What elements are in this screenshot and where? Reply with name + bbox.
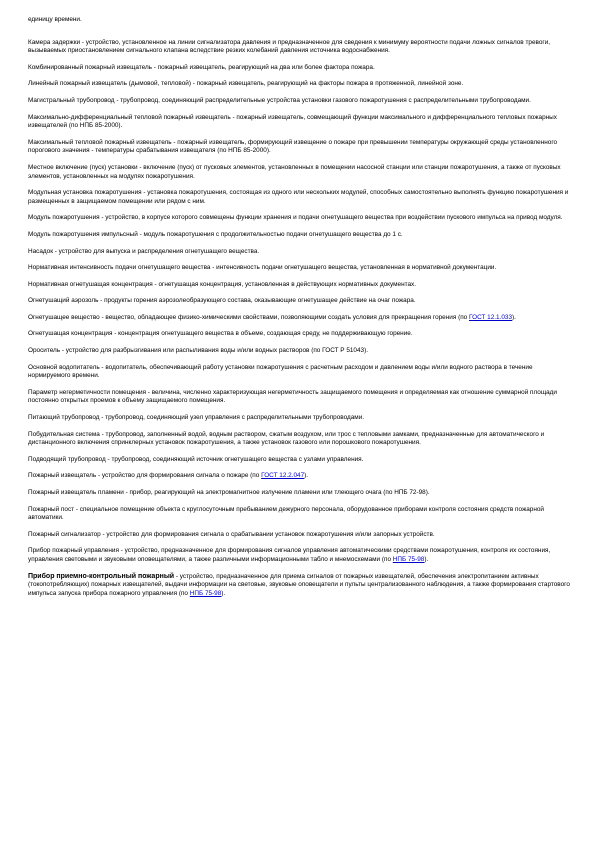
definition-paragraph [28,214,570,223]
definition-text: - интенсивность подачи огнетушащего вещества, установленная в нормативной документации. [210,264,497,272]
term-name: Подводящий трубопровод [28,455,106,463]
term-name: Пожарный извещатель [28,472,97,480]
definition-text-end: ). [221,589,226,597]
term-name: Огнетушащее вещество [28,313,100,321]
term-name: Нормативная огнетушащая концентрация [28,280,153,288]
definition-paragraph [28,114,570,131]
definition-text: - устройство для формирования сигнала о пожаре (по [96,472,262,480]
term-name: Модульная установка пожаротушения [28,189,142,197]
term-name: Основной водопитатель [28,363,100,371]
definition-text-end: ). [512,313,516,321]
term-name: Параметр негерметичности помещения [28,388,147,396]
definition-text: - включение (пуск) от пусковых элементов, установленных в помещении насосной станции или станции пожаротушения, а также от пусковых элементов, установленных на модулях пожаротушения. [28,163,561,180]
definition-text: - огнетушащая концентрация, установленная в действующих нормативных документах. [152,280,416,288]
definition-paragraph [28,64,570,73]
definition-text: - трубопровод, соединяющий узел управления с распределительными трубопроводами. [99,414,365,422]
definition-text: - водопитатель, обеспечивающий работу установки пожаротушения с расчетным расходом и давлением воды и/или водного раствора в течение нормируемого времени. [28,363,533,380]
term-name: Максимально-дифференциальный тепловой пожарный извещатель [28,113,231,121]
definition-paragraph [28,456,570,465]
definition-paragraph [28,297,570,306]
definition-text: - прибор, реагирующий на электромагнитное излучение пламени или тлеющего очага (по НПБ 72-98). [123,489,430,496]
definition-paragraph [28,506,570,523]
definition-text: - устройство для выпуска и распределения огнетушащего вещества. [53,247,260,255]
definition-paragraph [28,314,570,323]
definition-text: - специальное помещение объекта с круглосуточным пребыванием дежурного персонала, оборудованное приборами контроля состояния средств пожарной автоматики. [28,505,545,522]
definition-text-end: ). [304,472,309,480]
definition-text: - пожарный извещатель, реагирующий на два или более фактора пожара. [152,63,375,71]
definition-paragraph [28,80,570,89]
term-name: Ороситель [28,347,61,355]
term-name: Огнетушащая концентрация [28,330,113,338]
definition-text: - пожарный извещатель, формирующий извещение о пожаре при превышении температуры окружающей среды установленного порогового значения - температуры срабатывания извещателя (по НПБ 85-2000). [28,138,558,155]
document-page [28,16,570,606]
definition-paragraph [28,189,570,206]
definition-paragraph [28,139,570,156]
term-name: Магистральный трубопровод [28,96,115,104]
definition-paragraph [28,547,570,564]
term-name: Комбинированный пожарный извещатель [28,63,153,71]
definition-paragraph [28,264,570,273]
term-name: Огнетушащий аэрозоль [28,297,99,305]
term-name: Линейный пожарный извещатель (дымовой, тепловой) [28,80,191,88]
term-name: Побудительная система [28,430,100,438]
definition-paragraph [28,431,570,448]
definition-paragraph [28,472,570,481]
definition-text: - трубопровод, соединяющий источник огнетушащего вещества с узлами управления. [105,455,364,463]
definition-text: - устройство для формирования сигнала о срабатывании установок пожаротушения и/или запорных устройств. [100,530,435,538]
definition-text: - трубопровод, заполненный водой, водным раствором, сжатым воздухом, или трос с тепловыми замками, предназначенные для автоматического и дистанционного включения спринклерных установок пожаротушения, а также установок газового или порошкового пожаротушения. [28,430,545,447]
definition-text: - модуль пожаротушения с продолжительностью подачи огнетушащего вещества до 1 с. [137,230,403,238]
definition-paragraph [28,164,570,181]
definition-paragraph [28,414,570,423]
definition-paragraph [28,330,570,339]
term-name: Камера задержки [28,38,81,46]
term-name: Максимальный тепловой пожарный извещатель [28,138,172,146]
definition-paragraph [28,389,570,406]
term-name: Модуль пожаротушения [28,214,100,222]
definition-text: - установка пожаротушения, состоящая из одного или нескольких модулей, способных самостоятельно выполнять функцию пожаротушения и размещенных в защищаемом помещении или рядом с ним. [28,189,569,205]
term-name: Пожарный пост [28,505,75,513]
definition-text: - величина, численно характеризующая негерметичность защищаемого помещения и определяемая как отношение суммарной площади постоянно открытых проемов к объему защищаемого помещения. [28,388,557,405]
definition-paragraph [28,231,570,240]
standard-reference-link[interactable]: НПБ 75-98 [392,555,425,563]
standard-reference-link[interactable]: ГОСТ 12.1.033 [469,313,513,321]
term-name: Местное включение (пуск) установки [28,163,138,171]
definition-paragraph [28,489,570,498]
definition-text: - пожарный извещатель, совмещающий функции максимального и дифференциального тепловых пожарных извещателей (по НПБ 85-2000). [28,113,557,130]
term-name: Нормативная интенсивность подачи огнетушащего вещества [28,264,211,272]
definition-text-end: ). [424,555,429,563]
definition-paragraph [28,281,570,290]
standard-reference-link[interactable]: ГОСТ 12.2.047 [261,472,305,480]
definition-paragraph [28,248,570,257]
definition-text: - устройство, в корпусе которого совмещены функции хранения и подачи огнетушащего вещества при воздействии пускового импульса на привод модуля. [99,214,563,222]
definition-text: - устройство, предназначенное для формирования сигналов управления автоматическими средствами пожаротушения, контроля их состояния, управления световыми и звуковыми оповещателями, а также различными информационными табло и мнемосхемами (по [28,547,551,563]
definition-text: - концентрация огнетушащего вещества в объеме, создающая среду, не поддерживающую горение. [112,330,413,338]
definition-paragraph [28,347,570,356]
definition-paragraph [28,97,570,106]
definition-text: - вещество, обладающее физико-химическими свойствами, позволяющими создать условия для прекращения горения (по [99,313,469,321]
definition-text: - устройство, предназначенное для приема сигналов от пожарных извещателей, обеспечения электропитанием активных (токопотребляющих) пожарных извещателей, выдачи информации на световые, звуковые оповещатели и пульты централизованного наблюдения, а также формирования стартового импульса запуска прибора пожарного управления (по [28,572,570,597]
definition-paragraph [28,364,570,381]
term-name: Пожарный сигнализатор [28,530,101,538]
standard-reference-link[interactable]: НПБ 75-98 [189,589,222,597]
definition-text: - устройство для разбрызгивания или распыливания воды и/или водных растворов (по ГОСТ Р 51043). [60,347,368,355]
term-name: Пожарный извещатель пламени [28,489,124,496]
term-name: Прибор пожарный управления [28,547,119,555]
definition-text: - пожарный извещатель, реагирующий на факторы пожара в протяженной, линейной зоне. [190,80,464,88]
definition-paragraph [28,573,570,599]
definition-paragraph [28,531,570,540]
definition-paragraph [28,16,570,25]
definition-text: - продукты горения аэрозолеобразующего состава, оказывающие огнетушащее действие на очаг пожара. [98,297,416,305]
term-name: Модуль пожаротушения импульсный [28,230,138,238]
term-name: Насадок [28,247,53,255]
definition-text: единицу времени. [28,16,82,23]
term-name: Прибор приемно-контрольный пожарный [28,572,175,580]
definition-paragraph [28,39,570,56]
definition-text: - устройство, установленное на линии сигнализатора давления и предназначенное для сведения к минимуму вероятности подачи ложных сигналов тревоги, вызываемых приостановлением сигнального клапана вследствие резких колебаний давления источника водоснабжения. [28,38,551,55]
term-name: Питающий трубопровод [28,414,100,422]
definition-text: - трубопровод, соединяющий распределительные устройства установки газового пожаротушения с распределительными трубопроводами. [114,96,531,104]
